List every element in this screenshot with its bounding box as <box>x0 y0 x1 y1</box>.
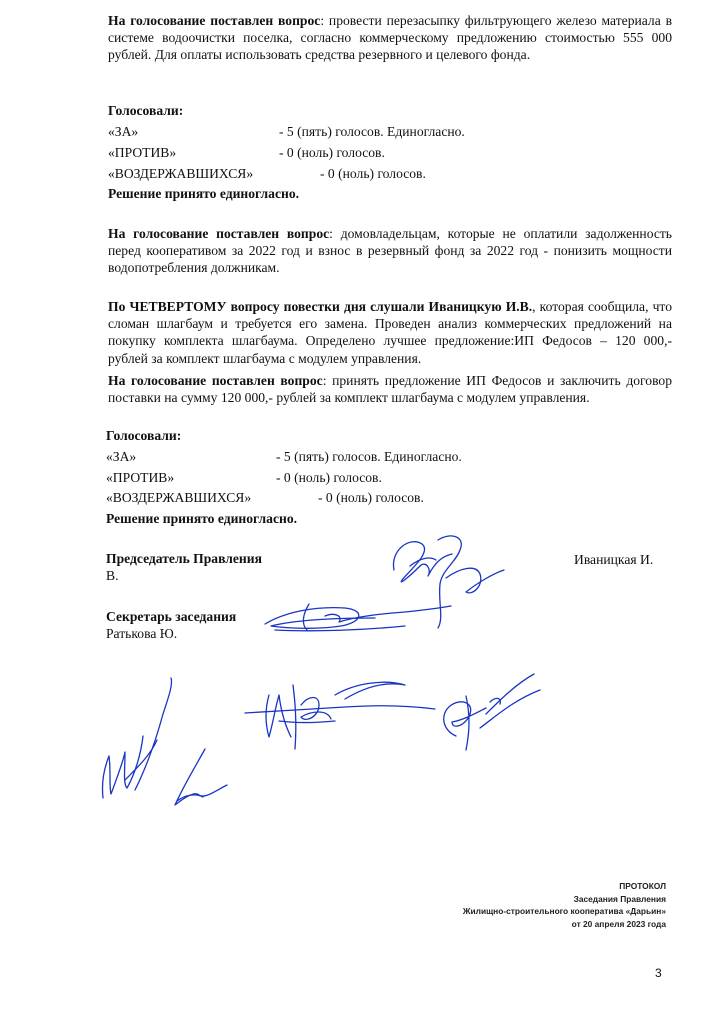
item4-question-label: На голосование поставлен вопрос <box>108 373 323 388</box>
item4-heard-text: , которая сообщила, что сломан шлагбаум и требуется его замена. Проведен анализ коммерческих предложений на покупку комплекта шлагбаума. Определено лучшее предложение:ИП Федосов – 120 000,- рублей за комплект шлагбаума с модулем управления. <box>108 299 672 366</box>
vote1-against-label: «ПРОТИВ» <box>108 145 177 160</box>
vote2-title: Голосовали: <box>106 428 182 443</box>
item1-question-text: : провести перезасыпку фильтрующего железо материала в системе водоочистки поселка, согласно коммерческому предложению стоимостью 555 000 рублей. Для оплаты использовать средства резервного и целевого фонда. <box>108 13 672 63</box>
vote2-for-label: «ЗА» <box>106 449 137 464</box>
vote1-decision: Решение принято единогласно. <box>108 186 300 201</box>
item2-question-label: На голосование поставлен вопрос <box>108 226 330 241</box>
vote1-title: Голосовали: <box>108 103 184 118</box>
secretary-title: Секретарь заседания <box>106 609 237 624</box>
vote2-against-value: - 0 (ноль) голосов. <box>276 470 382 485</box>
item2-paragraph <box>108 225 672 277</box>
member-signature-4 <box>430 670 550 760</box>
item4-heard-label: По ЧЕТВЕРТОМУ вопросу повестки дня слушали Иваницкую И.В. <box>108 299 533 314</box>
item1-question-label: На голосование поставлен вопрос <box>108 13 321 28</box>
secretary-name: Ратькова Ю. <box>106 626 178 641</box>
item4-heard-paragraph <box>108 298 672 367</box>
chair-title: Председатель Правления <box>106 551 262 566</box>
chair-name: Иваницкая И. <box>574 552 654 567</box>
item4-question-text: : принять предложение ИП Федосов и заключить договор поставки на сумму 120 000,- рублей за комплект шлагбаума с модулем управления. <box>108 373 672 406</box>
vote2-against-label: «ПРОТИВ» <box>106 470 175 485</box>
vote2-for-value: - 5 (пять) голосов. Единогласно. <box>276 449 462 464</box>
vote2-decision: Решение принято единогласно. <box>106 511 298 526</box>
secretary-signature <box>255 590 455 640</box>
vote1-abstain-value: - 0 (ноль) голосов. <box>320 166 426 181</box>
vote2-abstain-value: - 0 (ноль) голосов. <box>318 490 424 505</box>
vote1-for-value: - 5 (пять) голосов. Единогласно. <box>279 124 465 139</box>
item2-question-text: : домовладельцам, которые не оплатили задолженность перед кооперативом за 2022 год и взнос в резервный фонд за 2022 год - понизить мощности водопотребления должникам. <box>108 226 672 276</box>
footer-line-2: Заседания Правления <box>573 893 666 904</box>
vote1-abstain-label: «ВОЗДЕРЖАВШИХСЯ» <box>108 166 254 181</box>
item4-question-paragraph <box>108 372 672 406</box>
vote1-against-value: - 0 (ноль) голосов. <box>279 145 385 160</box>
member-signature-2 <box>165 745 235 815</box>
footer-line-4: от 20 апреля 2023 года <box>571 918 666 929</box>
footer-line-1: ПРОТОКОЛ <box>619 881 666 891</box>
chair-initial: В. <box>106 568 119 583</box>
vote1-for-label: «ЗА» <box>108 124 139 139</box>
footer-block <box>463 880 666 930</box>
page-number: 3 <box>655 966 662 980</box>
vote2-abstain-label: «ВОЗДЕРЖАВШИХСЯ» <box>106 490 252 505</box>
item1-paragraph <box>108 12 672 64</box>
footer-line-3: Жилищно-строительного кооператива «Дарьин» <box>462 906 666 917</box>
